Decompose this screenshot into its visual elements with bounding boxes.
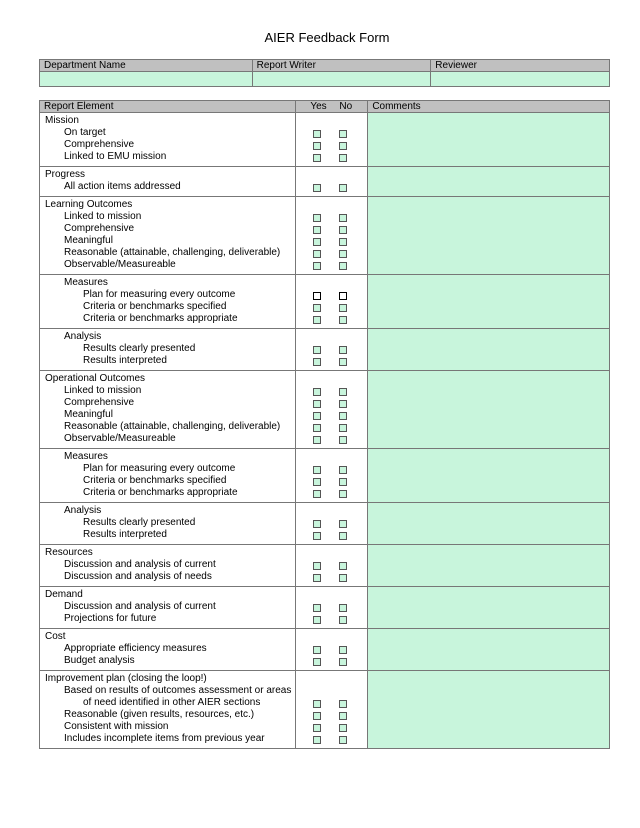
checkbox-line <box>296 331 367 343</box>
no-checkbox[interactable] <box>339 646 347 654</box>
section-row <box>40 671 610 749</box>
checkbox-line <box>296 211 367 223</box>
checkbox-line <box>296 547 367 559</box>
section-row <box>40 545 610 587</box>
checkbox-line <box>296 451 367 463</box>
no-checkbox[interactable] <box>339 532 347 540</box>
criterion-label: Discussion and analysis of needs <box>64 571 212 582</box>
section-row <box>40 197 610 275</box>
comments-field[interactable] <box>368 629 610 671</box>
section-row <box>40 587 610 629</box>
criterion-label: Measures <box>64 277 108 288</box>
yes-checkbox[interactable] <box>313 724 321 732</box>
yes-checkbox[interactable] <box>313 346 321 354</box>
comments-field[interactable] <box>368 587 610 629</box>
comments-header: Comments <box>368 101 610 113</box>
criterion-label: Results clearly presented <box>83 517 196 528</box>
checkbox-line <box>296 505 367 517</box>
yes-checkbox[interactable] <box>313 130 321 138</box>
no-header: No <box>339 101 353 112</box>
section-labels <box>40 113 296 167</box>
comments-field[interactable] <box>368 275 610 329</box>
section-labels <box>40 371 296 449</box>
section-title: Operational Outcomes <box>45 373 146 384</box>
report-writer-label: Report Writer <box>252 60 431 72</box>
comments-field[interactable] <box>368 671 610 749</box>
section-checkboxes <box>296 629 368 671</box>
report-elements-table <box>39 100 610 749</box>
section-row <box>40 629 610 671</box>
section-title: Cost <box>45 631 66 642</box>
section-checkboxes <box>296 329 368 371</box>
section-checkboxes <box>296 167 368 197</box>
yes-checkbox[interactable] <box>313 250 321 258</box>
criterion-label: All action items addressed <box>64 181 181 192</box>
yes-checkbox[interactable] <box>313 712 321 720</box>
criterion-label: Discussion and analysis of current <box>64 559 216 570</box>
checkbox-line <box>296 151 367 163</box>
no-checkbox[interactable] <box>339 436 347 444</box>
checkbox-line <box>296 433 367 445</box>
no-checkbox[interactable] <box>339 388 347 396</box>
section-checkboxes <box>296 371 368 449</box>
checkbox-line <box>296 301 367 313</box>
no-checkbox[interactable] <box>339 478 347 486</box>
section-labels <box>40 275 296 329</box>
criterion-label: Measures <box>64 451 108 462</box>
checkbox-line <box>296 733 367 745</box>
checkbox-line <box>296 289 367 301</box>
yes-checkbox[interactable] <box>313 658 321 666</box>
checkbox-line <box>296 115 367 127</box>
criterion-label: Criteria or benchmarks appropriate <box>83 487 238 498</box>
no-checkbox[interactable] <box>339 292 347 300</box>
section-row <box>40 503 610 545</box>
yes-checkbox[interactable] <box>313 562 321 570</box>
yes-checkbox[interactable] <box>313 238 321 246</box>
checkbox-line <box>296 697 367 709</box>
checkbox-line <box>296 601 367 613</box>
criterion-label: Results interpreted <box>83 355 167 366</box>
section-labels <box>40 167 296 197</box>
comments-field[interactable] <box>368 197 610 275</box>
criterion-label: Reasonable (attainable, challenging, deliverable) <box>64 247 281 258</box>
section-checkboxes <box>296 545 368 587</box>
section-labels <box>40 449 296 503</box>
section-labels <box>40 587 296 629</box>
no-checkbox[interactable] <box>339 724 347 732</box>
section-checkboxes <box>296 671 368 749</box>
section-row <box>40 113 610 167</box>
yes-checkbox[interactable] <box>313 262 321 270</box>
criterion-label: Plan for measuring every outcome <box>83 289 236 300</box>
criterion-label: Budget analysis <box>64 655 135 666</box>
checkbox-line <box>296 373 367 385</box>
form-title: AIER Feedback Form <box>264 30 390 45</box>
no-checkbox[interactable] <box>339 316 347 324</box>
no-checkbox[interactable] <box>339 466 347 474</box>
criterion-label: Meaningful <box>64 235 113 246</box>
checkbox-line <box>296 247 367 259</box>
section-row <box>40 329 610 371</box>
comments-field[interactable] <box>368 371 610 449</box>
yes-checkbox[interactable] <box>313 616 321 624</box>
checkbox-line <box>296 397 367 409</box>
yes-header: Yes <box>310 101 327 112</box>
checkbox-line <box>296 559 367 571</box>
section-checkboxes <box>296 587 368 629</box>
criterion-label: Results clearly presented <box>83 343 196 354</box>
checkbox-line <box>296 709 367 721</box>
yes-checkbox[interactable] <box>313 466 321 474</box>
no-checkbox[interactable] <box>339 574 347 582</box>
no-checkbox[interactable] <box>339 154 347 162</box>
checkbox-line <box>296 685 367 697</box>
section-labels <box>40 545 296 587</box>
yes-checkbox[interactable] <box>313 184 321 192</box>
no-checkbox[interactable] <box>339 700 347 708</box>
checkbox-line <box>296 259 367 271</box>
no-checkbox[interactable] <box>339 400 347 408</box>
criterion-label: Analysis <box>64 331 102 342</box>
section-title: Demand <box>45 589 83 600</box>
section-checkboxes <box>296 197 368 275</box>
checkbox-line <box>296 475 367 487</box>
criterion-label: Comprehensive <box>64 223 135 234</box>
no-checkbox[interactable] <box>339 346 347 354</box>
criterion-label: Analysis <box>64 505 102 516</box>
checkbox-line <box>296 721 367 733</box>
checkbox-line <box>296 589 367 601</box>
checkbox-line <box>296 631 367 643</box>
checkbox-line <box>296 529 367 541</box>
criterion-label: Observable/Measureable <box>64 433 176 444</box>
no-checkbox[interactable] <box>339 424 347 432</box>
checkbox-line <box>296 673 367 685</box>
criterion-label: Linked to mission <box>64 385 142 396</box>
section-title: Progress <box>45 169 86 180</box>
yes-checkbox[interactable] <box>313 736 321 744</box>
reviewer-label: Reviewer <box>431 60 610 72</box>
no-checkbox[interactable] <box>339 142 347 150</box>
criterion-label: Comprehensive <box>64 397 135 408</box>
yes-checkbox[interactable] <box>313 532 321 540</box>
section-title: Improvement plan (closing the loop!) <box>45 673 207 684</box>
no-checkbox[interactable] <box>339 712 347 720</box>
no-checkbox[interactable] <box>339 736 347 744</box>
criterion-label: Plan for measuring every outcome <box>83 463 236 474</box>
checkbox-line <box>296 127 367 139</box>
criterion-label: Criteria or benchmarks specified <box>83 301 227 312</box>
yes-checkbox[interactable] <box>313 604 321 612</box>
comments-field[interactable] <box>368 329 610 371</box>
section-checkboxes <box>296 503 368 545</box>
no-checkbox[interactable] <box>339 226 347 234</box>
checkbox-line <box>296 571 367 583</box>
no-checkbox[interactable] <box>339 658 347 666</box>
report-element-header: Report Element <box>40 101 296 113</box>
checkbox-line <box>296 613 367 625</box>
criterion-label: Includes incomplete items from previous year <box>64 733 265 744</box>
section-checkboxes <box>296 113 368 167</box>
criterion-label: Meaningful <box>64 409 113 420</box>
yes-checkbox[interactable] <box>313 316 321 324</box>
no-checkbox[interactable] <box>339 262 347 270</box>
yes-checkbox[interactable] <box>313 700 321 708</box>
criterion-label: of need identified in other AIER sections <box>83 697 261 708</box>
checkbox-line <box>296 223 367 235</box>
section-labels <box>40 671 296 749</box>
comments-field[interactable] <box>368 545 610 587</box>
no-checkbox[interactable] <box>339 562 347 570</box>
checkbox-line <box>296 355 367 367</box>
yes-checkbox[interactable] <box>313 424 321 432</box>
no-checkbox[interactable] <box>339 238 347 246</box>
section-labels <box>40 329 296 371</box>
no-checkbox[interactable] <box>339 412 347 420</box>
section-checkboxes <box>296 275 368 329</box>
section-title: Learning Outcomes <box>45 199 133 210</box>
checkbox-line <box>296 421 367 433</box>
no-checkbox[interactable] <box>339 358 347 366</box>
criterion-label: On target <box>64 127 106 138</box>
section-checkboxes <box>296 449 368 503</box>
yes-checkbox[interactable] <box>313 226 321 234</box>
section-row <box>40 371 610 449</box>
no-checkbox[interactable] <box>339 250 347 258</box>
yes-checkbox[interactable] <box>313 520 321 528</box>
criterion-label: Projections for future <box>64 613 157 624</box>
criterion-label: Discussion and analysis of current <box>64 601 216 612</box>
no-checkbox[interactable] <box>339 520 347 528</box>
no-checkbox[interactable] <box>339 130 347 138</box>
criterion-label: Comprehensive <box>64 139 135 150</box>
reviewer-field[interactable] <box>431 72 610 87</box>
criterion-label: Criteria or benchmarks appropriate <box>83 313 238 324</box>
yes-checkbox[interactable] <box>313 412 321 420</box>
header-fields-table <box>39 59 610 87</box>
checkbox-line <box>296 235 367 247</box>
checkbox-line <box>296 343 367 355</box>
no-checkbox[interactable] <box>339 490 347 498</box>
section-title: Resources <box>45 547 93 558</box>
comments-field[interactable] <box>368 503 610 545</box>
criterion-label: Reasonable (given results, resources, etc.) <box>64 709 255 720</box>
section-row <box>40 167 610 197</box>
yes-checkbox[interactable] <box>313 214 321 222</box>
criterion-label: Consistent with mission <box>64 721 169 732</box>
yes-checkbox[interactable] <box>313 574 321 582</box>
yes-checkbox[interactable] <box>313 292 321 300</box>
department-name-field[interactable] <box>40 72 253 87</box>
yes-checkbox[interactable] <box>313 142 321 150</box>
criterion-label: Results interpreted <box>83 529 167 540</box>
checkbox-line <box>296 385 367 397</box>
yes-checkbox[interactable] <box>313 490 321 498</box>
checkbox-line <box>296 487 367 499</box>
checkbox-line <box>296 139 367 151</box>
checkbox-line <box>296 409 367 421</box>
yes-checkbox[interactable] <box>313 358 321 366</box>
checkbox-line <box>296 181 367 193</box>
checkbox-line <box>296 643 367 655</box>
section-labels <box>40 503 296 545</box>
department-name-label: Department Name <box>40 60 253 72</box>
checkbox-line <box>296 199 367 211</box>
no-checkbox[interactable] <box>339 184 347 192</box>
criterion-label: Criteria or benchmarks specified <box>83 475 227 486</box>
checkbox-line <box>296 313 367 325</box>
checkbox-line <box>296 517 367 529</box>
no-checkbox[interactable] <box>339 616 347 624</box>
yes-checkbox[interactable] <box>313 388 321 396</box>
criterion-label: Observable/Measureable <box>64 259 176 270</box>
no-checkbox[interactable] <box>339 604 347 612</box>
checkbox-line <box>296 463 367 475</box>
yes-checkbox[interactable] <box>313 400 321 408</box>
criterion-label: Based on results of outcomes assessment or areas <box>64 685 292 696</box>
section-row <box>40 275 610 329</box>
yes-checkbox[interactable] <box>313 154 321 162</box>
criterion-label: Reasonable (attainable, challenging, deliverable) <box>64 421 281 432</box>
checkbox-line <box>296 655 367 667</box>
criterion-label: Linked to mission <box>64 211 142 222</box>
section-row <box>40 449 610 503</box>
no-checkbox[interactable] <box>339 214 347 222</box>
section-title: Mission <box>45 115 79 126</box>
section-labels <box>40 629 296 671</box>
criterion-label: Appropriate efficiency measures <box>64 643 207 654</box>
comments-field[interactable] <box>368 449 610 503</box>
checkbox-line <box>296 277 367 289</box>
criterion-label: Linked to EMU mission <box>64 151 167 162</box>
comments-field[interactable] <box>368 167 610 197</box>
yes-checkbox[interactable] <box>313 478 321 486</box>
yes-checkbox[interactable] <box>313 646 321 654</box>
comments-field[interactable] <box>368 113 610 167</box>
report-writer-field[interactable] <box>252 72 431 87</box>
yes-checkbox[interactable] <box>313 436 321 444</box>
no-checkbox[interactable] <box>339 304 347 312</box>
yes-checkbox[interactable] <box>313 304 321 312</box>
section-labels <box>40 197 296 275</box>
yes-no-header <box>296 101 368 113</box>
checkbox-line <box>296 169 367 181</box>
